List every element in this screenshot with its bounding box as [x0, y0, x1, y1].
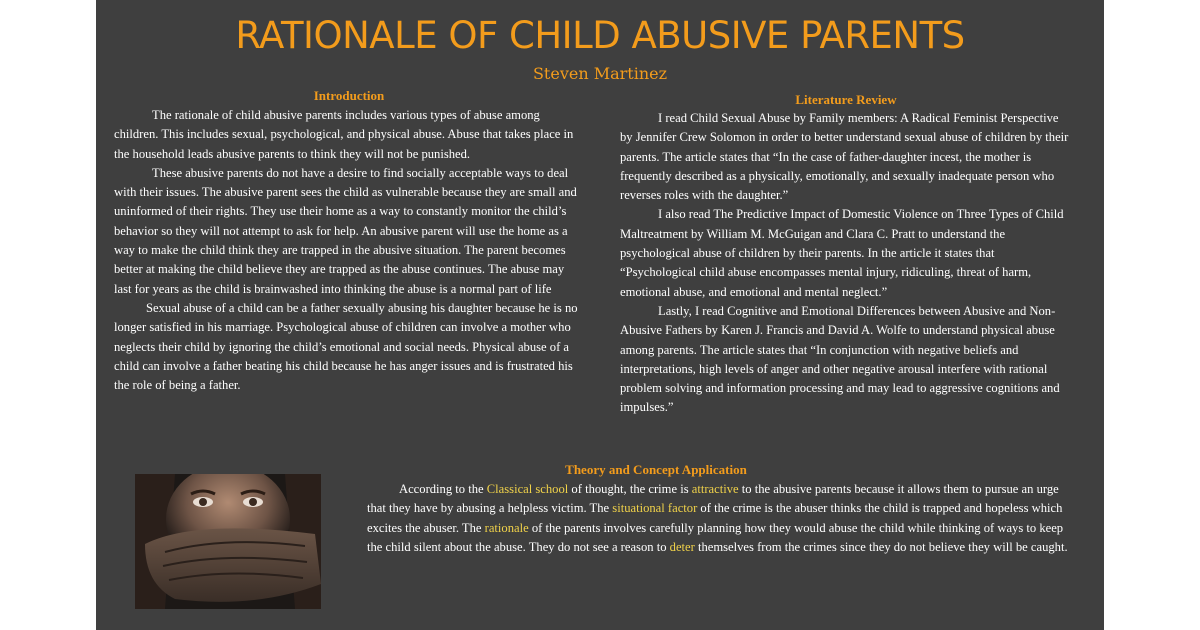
poster-title: RATIONALE OF CHILD ABUSIVE PARENTS: [235, 14, 965, 57]
introduction-heading: Introduction: [313, 88, 385, 103]
theory-text: of thought, the crime is: [568, 482, 692, 496]
term-classical-school: Classical school: [486, 482, 569, 496]
poster: [96, 0, 1104, 630]
introduction-paragraph: Sexual abuse of a child can be a father sexually abusing his daughter because he is no longer satisfied in his marriage. Psychological abuse of children can involve a mother who neglects their child by ignoring the child’s emotional and social needs. Physical abuse of a child can involve a father beating his child because he has anger issues and is frustrated his the role of being a father.: [114, 300, 578, 393]
term-rationale: rationale: [484, 520, 529, 535]
theory-text: According to the: [399, 482, 487, 496]
theory-text: of the crime is the abuser thinks the child is trapped and hopeless which excites the abuser. The: [367, 501, 1063, 535]
author-name: Steven Martinez: [532, 64, 668, 83]
literature-review-paragraph: Lastly, I read Cognitive and Emotional Differences between Abusive and Non-Abusive Fathers by Karen J. Francis and David A. Wolfe to understand physical abuse among parents. The article states that “In conjunction with negative beliefs and interpretations, high levels of anger and other negative arousal interfere with rational problem solving and information processing and may lead to aggressive cognitions and impulses.”: [620, 303, 1060, 415]
introduction-paragraph: The rationale of child abusive parents includes various types of abuse among children. This includes sexual, psychological, and physical abuse. Abuse that takes place in the household leads abusive parents to think they will not be punished.: [114, 108, 574, 161]
introduction-section: [114, 106, 584, 395]
literature-review-paragraph: I read Child Sexual Abuse by Family members: A Radical Feminist Perspective by Jennifer Crew Solomon in order to better understand sexual abuse of children by their parents. The article states that “In the case of father-daughter incest, the mother is frequently described as a physically, emotionally, and sexually inadequate person who reverses roles with the daughter.”: [620, 111, 1069, 203]
literature-review-heading: Literature Review: [795, 92, 897, 107]
theory-heading: Theory and Concept Application: [565, 462, 747, 477]
photo-illustration: [135, 474, 321, 609]
theory-text: of the parents involves carefully planning how they would abuse the child while thinking of ways to keep the child silent about the abuse. They do not see a reason to: [367, 520, 1064, 554]
term-deter: deter: [669, 539, 695, 554]
theory-text: themselves from the crimes since they do not believe they will be caught.: [694, 539, 1068, 554]
term-situational-factor: situational factor: [612, 501, 698, 516]
theory-paragraph: [367, 480, 1079, 557]
theory-text: to the abusive parents because it allows them to pursue an urge that they have by abusing a helpless victim. The: [367, 482, 1059, 516]
literature-review-paragraph: I also read The Predictive Impact of Domestic Violence on Three Types of Child Maltreatment by William M. McGuigan and Clara C. Pratt to understand the psychological abuse of children by their parents. In the article it states that “Psychological child abuse encompasses mental injury, ridiculing, threat of harm, emotional abuse, and emotional and mental neglect.”: [620, 207, 1064, 299]
introduction-paragraph: These abusive parents do not have a desire to find socially acceptable ways to deal with their issues. The abusive parent sees the child as vulnerable because they are small and uninformed of their rights. They use their home as a way to constantly monitor the child’s behavior so they will not attempt to ask for help. An abusive parent will use the home as a way to make the child think they are trapped in the abusive situation. The parent becomes better at making the child believe they are trapped as the abuse continues. The abuse may last for years as the child is brainwashed into thinking the abuse is a normal part of life: [114, 165, 577, 296]
term-attractive: attractive: [691, 482, 739, 496]
literature-review-section: [620, 109, 1072, 418]
theory-section: [367, 480, 1079, 557]
photo-child-covered-mouth: [135, 474, 321, 609]
